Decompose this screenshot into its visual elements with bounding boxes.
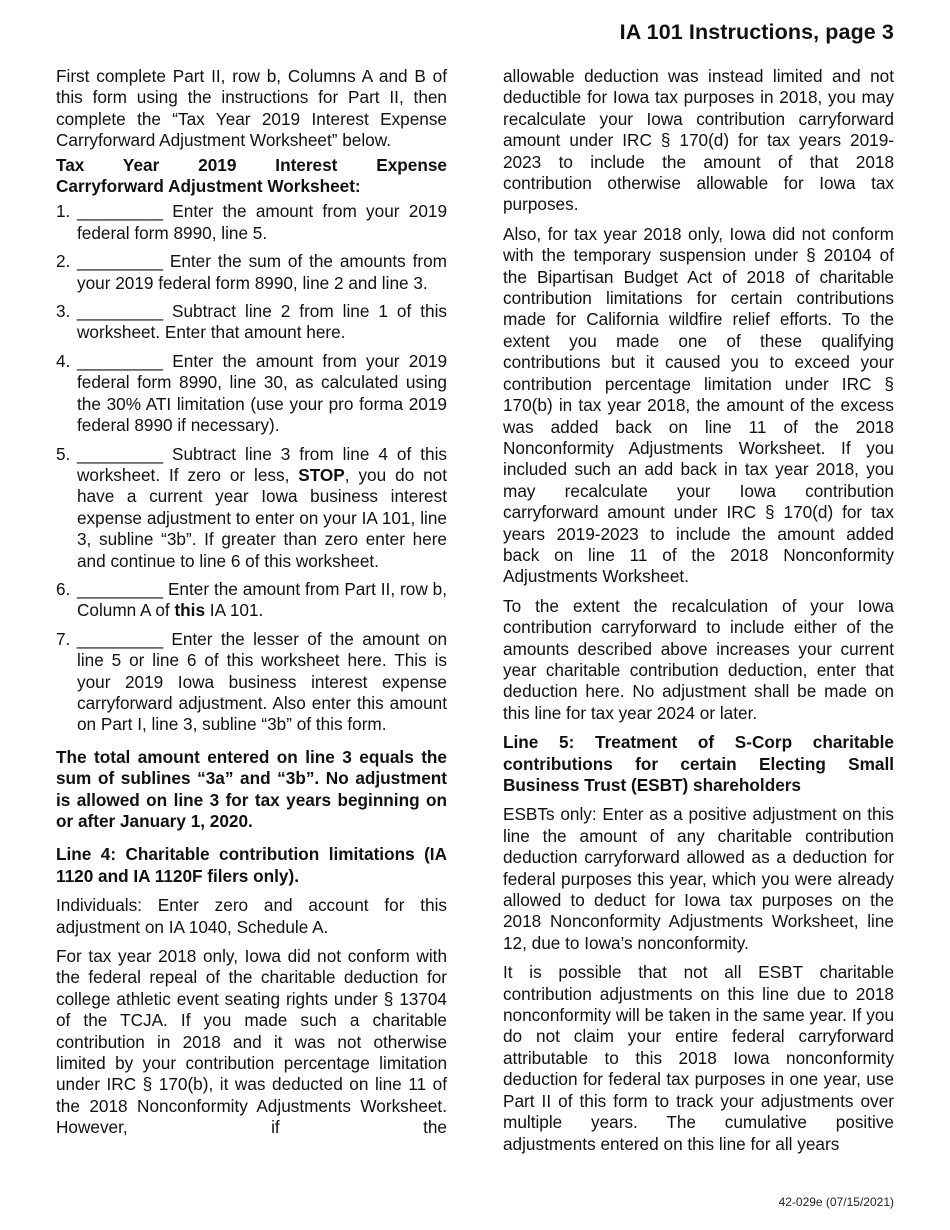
worksheet-heading: Tax Year 2019 Interest Expense Carryforward Adjustment Worksheet: (56, 154, 447, 197)
esbt-carryforward-paragraph: It is possible that not all ESBT charitable contribution adjustments on this line due to 2018 nonconformity will be taken in the same year. If you do not claim your entire federal carryforward attributable to this 2018 Iowa nonconformity deduction for federal tax purposes in one year, use Part II of this form to track your adjustments over multiple years. The cumulative positive adjustments entered on this line for all years (503, 962, 894, 1154)
blank-field: _________ (77, 628, 164, 649)
wildfire-relief-paragraph: Also, for tax year 2018 only, Iowa did not conform with the temporary suspension under § 20104 of the Bipartisan Budget Act of 2018 of charitable contribution limitations for certain contributions made for California wildfire relief efforts. To the extent you made one of these qualifying contributions but it caused you to exceed your contribution percentage limitation under IRC § 170(b) in tax year 2018, the amount of the excess was added back on line 11 of the 2018 Nonconformity Adjustments Worksheet. If you included such an add back in tax year 2018, you may recalculate your Iowa contribution carryforward amount under IRC § 170(d) for tax years 2019-2023 to include the amount added back on line 11 of the 2018 Nonconformity Adjustments Worksheet. (503, 223, 894, 587)
line-5-heading: Line 5: Treatment of S-Corp charitable contributions for certain Electing Small Business Trust (ESBT) shareholders (503, 732, 894, 795)
worksheet-line-1: 1. _________ Enter the amount from your 2019 federal form 8990, line 5. (56, 201, 447, 243)
worksheet-line-4: 4. _________ Enter the amount from your 2019 federal form 8990, line 30, as calculated using the 30% ATI limitation (use your pro forma 2019 federal 8990 if necessary). (56, 350, 447, 436)
total-note: The total amount entered on line 3 equals the sum of sublines “3a” and “3b”. No adjustment is allowed on line 3 for tax years beginning on or after January 1, 2020. (56, 746, 447, 831)
worksheet-line-6: 6. _________ Enter the amount from Part II, row b, Column A of this IA 101. (56, 578, 447, 621)
form-code: 42-029e (07/15/2021) (778, 1195, 894, 1209)
worksheet-line-3: 3. _________ Subtract line 2 from line 1 of this worksheet. Enter that amount here. (56, 301, 447, 343)
blank-field: _________ (77, 350, 164, 371)
worksheet-line-5: 5. _________ Subtract line 3 from line 4 of this worksheet. If zero or less, STOP, you do not have a current year Iowa business interest expense adjustment to enter on your IA 101, line 3, subline “3b”. If greater than zero enter here and continue to line 6 of this worksheet. (56, 443, 448, 571)
left-column (56, 66, 447, 1147)
allowable-deduction-paragraph: allowable deduction was instead limited and not deductible for Iowa tax purposes in 2018, you may recalculate your Iowa contribution carryforward amount under IRC § 170(d) for tax years 2019-2023 to include the amount of that 2018 contribution otherwise allowable for Iowa tax purposes. (503, 66, 894, 215)
tax-year-2018-paragraph: For tax year 2018 only, Iowa did not conform with the federal repeal of the charitable deduction for college athletic event seating rights under § 13704 of the TCJA. If you made such a charitable contribution in 2018 and it was not otherwise limited by your contribution percentage limitation under IRC § 170(b), it was deducted on line 11 of the 2018 Nonconformity Adjustments Worksheet. However, if the (56, 946, 447, 1138)
recalculation-paragraph: To the extent the recalculation of your Iowa contribution carryforward to include either of the amounts described above increases your current year charitable contribution deduction, enter that deduction here. No adjustment shall be made on this line for tax year 2024 or later. (503, 595, 894, 723)
stop-emphasis: STOP (298, 464, 345, 485)
blank-field: _________ (77, 443, 164, 464)
blank-field: _________ (77, 578, 164, 599)
blank-field: _________ (77, 201, 164, 222)
individuals-paragraph: Individuals: Enter zero and account for this adjustment on IA 1040, Schedule A. (56, 895, 447, 937)
this-emphasis: this (174, 600, 206, 621)
right-column (503, 66, 894, 1163)
page-title: IA 101 Instructions, page 3 (619, 20, 894, 44)
line-4-heading: Line 4: Charitable contribution limitations (IA 1120 and IA 1120F filers only). (56, 844, 447, 886)
esbt-paragraph: ESBTs only: Enter as a positive adjustment on this line the amount of any charitable contribution deduction carryforward allowed as a deduction for federal purposes this year, which you were already allowed to deduct for Iowa tax purposes on the 2018 Nonconformity Adjustments Worksheet, line 12, due to Iowa’s nonconformity. (503, 804, 894, 953)
intro-paragraph: First complete Part II, row b, Columns A and B of this form using the instructions for Part II, then complete the “Tax Year 2019 Interest Expense Carryforward Adjustment Worksheet” below. (56, 66, 447, 151)
worksheet-line-2: 2. _________ Enter the sum of the amounts from your 2019 federal form 8990, line 2 and line 3. (56, 251, 447, 293)
worksheet-line-7: 7. _________ Enter the lesser of the amount on line 5 or line 6 of this worksheet here. This is your 2019 Iowa business interest expense carryforward adjustment. Also enter this amount on Part I, line 3, subline “3b” of this form. (56, 628, 447, 735)
blank-field: _________ (77, 251, 164, 272)
blank-field: _________ (77, 301, 164, 322)
